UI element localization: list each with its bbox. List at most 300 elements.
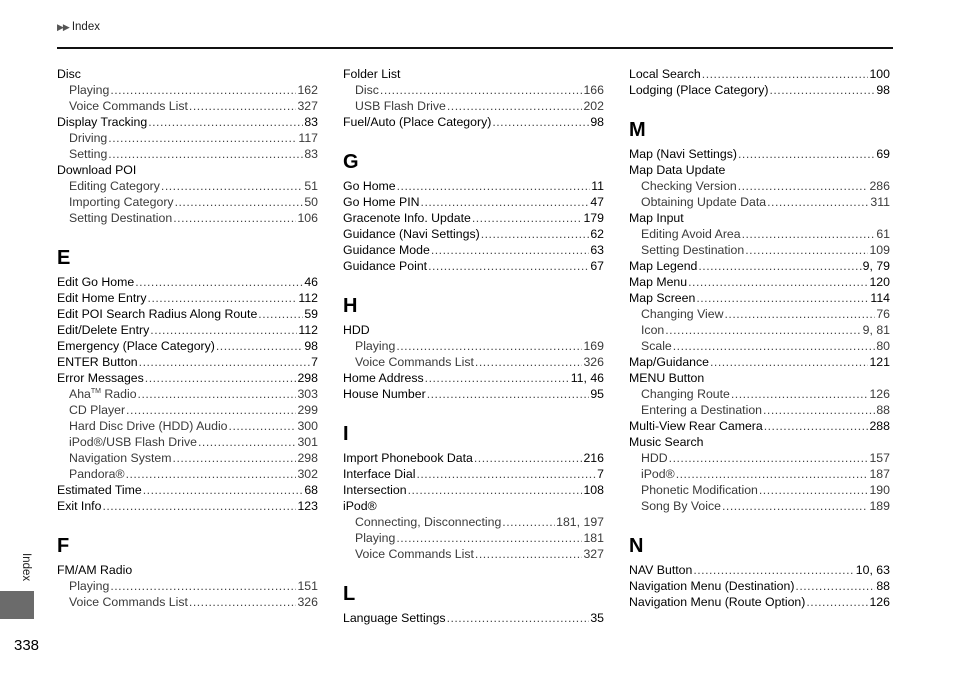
entry-label: [343, 242, 430, 258]
index-subentry[interactable]: [629, 226, 890, 242]
entry-label: [629, 434, 704, 450]
index-column-2: [343, 66, 604, 626]
index-entry[interactable]: [343, 226, 604, 242]
dot-leader: [731, 386, 869, 402]
dot-leader: [769, 82, 875, 98]
dot-leader: [725, 306, 876, 322]
entry-label-text: Editing Category: [69, 179, 160, 193]
index-subentry[interactable]: [57, 194, 318, 210]
entry-label: [629, 578, 794, 594]
dot-leader: [693, 562, 854, 578]
entry-label-text: Language Settings: [343, 611, 446, 625]
page-reference[interactable]: 59: [304, 307, 318, 321]
entry-label: [629, 210, 684, 226]
page-reference[interactable]: 326: [297, 595, 318, 609]
index-entry[interactable]: [629, 578, 890, 594]
page-reference[interactable]: 7: [597, 467, 604, 481]
page-reference[interactable]: 9, 79: [862, 259, 890, 273]
entry-label-text: Error Messages: [57, 371, 144, 385]
entry-label: [629, 146, 737, 162]
page-reference[interactable]: 303: [297, 387, 318, 401]
entry-label: [69, 434, 197, 450]
entry-label: [57, 370, 144, 386]
entry-label-text: Playing: [355, 531, 396, 545]
index-subentry[interactable]: [57, 130, 318, 146]
entry-label: [57, 338, 215, 354]
entry-label-text: Navigation Menu (Destination): [629, 579, 795, 593]
index-entry[interactable]: [629, 82, 890, 98]
page-reference[interactable]: 181: [583, 531, 604, 545]
entry-label: [343, 482, 407, 498]
dot-leader: [110, 578, 296, 594]
entry-label-text: Go Home: [343, 179, 396, 193]
index-entry[interactable]: [629, 290, 890, 306]
page-reference[interactable]: 288: [869, 419, 890, 433]
dot-leader: [767, 194, 869, 210]
index-subentry[interactable]: [57, 82, 318, 98]
dot-leader: [108, 146, 303, 162]
index-entry[interactable]: [343, 450, 604, 466]
index-entry[interactable]: [57, 338, 318, 354]
page-reference[interactable]: 189: [869, 499, 890, 513]
entry-label: [629, 594, 805, 610]
dot-leader: [150, 322, 297, 338]
entry-label: [57, 322, 149, 338]
index-subentry[interactable]: [629, 242, 890, 258]
index-entry[interactable]: [629, 66, 890, 82]
section-letter: L: [343, 583, 356, 605]
index-entry[interactable]: [57, 114, 318, 130]
page-reference[interactable]: 63: [590, 243, 604, 257]
entry-label: [69, 466, 125, 482]
dot-leader: [764, 418, 869, 434]
section-letter-heading: [629, 514, 890, 562]
index-entry: [629, 370, 890, 386]
entry-label-text: Voice Commands List: [69, 99, 188, 113]
index-entry[interactable]: [343, 370, 604, 386]
index-entry[interactable]: [629, 146, 890, 162]
index-subentry[interactable]: [57, 386, 318, 402]
dot-leader: [474, 450, 583, 466]
entry-label-text: Edit Home Entry: [57, 291, 147, 305]
entry-label: [343, 370, 424, 386]
entry-label: [343, 386, 426, 402]
entry-label: [343, 610, 446, 626]
page-reference[interactable]: 117: [298, 131, 318, 145]
page-reference[interactable]: 67: [590, 259, 604, 273]
entry-label: [57, 290, 147, 306]
index-subentry[interactable]: [57, 594, 318, 610]
index-entry[interactable]: [57, 482, 318, 498]
section-letter: I: [343, 423, 349, 445]
entry-label: [69, 82, 109, 98]
index-subentry[interactable]: [629, 322, 890, 338]
index-subentry[interactable]: [343, 98, 604, 114]
index-column-1: [57, 66, 318, 610]
page-reference[interactable]: 121: [869, 355, 890, 369]
entry-label-text: Edit Go Home: [57, 275, 135, 289]
page-reference[interactable]: 120: [869, 275, 890, 289]
page-reference[interactable]: 10, 63: [855, 563, 890, 577]
entry-label-text: Setting Destination: [641, 243, 745, 257]
dot-leader: [421, 194, 590, 210]
entry-label-text: Fuel/Auto (Place Category): [343, 115, 492, 129]
dot-leader: [428, 258, 589, 274]
page-reference[interactable]: 311: [870, 195, 890, 209]
page-reference[interactable]: 88: [876, 579, 890, 593]
entry-label-text: Connecting, Disconnecting: [355, 515, 502, 529]
page-reference[interactable]: 326: [583, 355, 604, 369]
dot-leader: [759, 482, 869, 498]
index-entry[interactable]: [629, 562, 890, 578]
index-subentry[interactable]: [343, 338, 604, 354]
page-reference[interactable]: 126: [869, 387, 890, 401]
index-subentry[interactable]: [57, 418, 318, 434]
entry-label-text: Guidance Point: [343, 259, 428, 273]
page-reference[interactable]: 106: [297, 211, 318, 225]
page-reference[interactable]: 169: [583, 339, 604, 353]
dot-leader: [738, 146, 875, 162]
index-entry[interactable]: [57, 370, 318, 386]
entry-label: [629, 66, 701, 82]
index-subentry[interactable]: [629, 482, 890, 498]
page-reference[interactable]: 109: [869, 243, 890, 257]
page-reference[interactable]: 51: [304, 179, 318, 193]
dot-leader: [396, 530, 582, 546]
index-entry: [629, 434, 890, 450]
dot-leader: [380, 82, 583, 98]
page-reference[interactable]: 112: [298, 323, 318, 337]
index-entry[interactable]: [57, 306, 318, 322]
page-reference[interactable]: 68: [304, 483, 318, 497]
index-subentry[interactable]: [57, 146, 318, 162]
index-subentry[interactable]: [343, 546, 604, 562]
page-reference[interactable]: 126: [869, 595, 890, 609]
page-reference[interactable]: 302: [297, 467, 318, 481]
section-letter-heading: [343, 274, 604, 322]
entry-label: [343, 210, 471, 226]
page-reference[interactable]: 98: [590, 115, 604, 129]
dot-leader: [148, 114, 303, 130]
entry-label: [343, 114, 491, 130]
page-reference[interactable]: 327: [583, 547, 604, 561]
entry-label-text: Voice Commands List: [355, 547, 474, 561]
entry-label-text: ENTER Button: [57, 355, 138, 369]
page-reference[interactable]: 166: [583, 83, 604, 97]
index-entry[interactable]: [629, 354, 890, 370]
page-reference[interactable]: 47: [590, 195, 604, 209]
dot-leader: [806, 594, 868, 610]
index-subentry[interactable]: [629, 338, 890, 354]
index-entry[interactable]: [629, 418, 890, 434]
entry-label-text: Edit/Delete Entry: [57, 323, 150, 337]
dot-leader: [665, 322, 861, 338]
page-reference[interactable]: 179: [583, 211, 604, 225]
entry-label-text: HDD: [343, 323, 370, 337]
page-reference[interactable]: 300: [297, 419, 318, 433]
index-entry: [343, 498, 604, 514]
entry-label: [629, 562, 692, 578]
index-entry: [629, 162, 890, 178]
page-reference[interactable]: 83: [304, 147, 318, 161]
index-entry[interactable]: [343, 242, 604, 258]
dot-leader: [431, 242, 589, 258]
page-reference[interactable]: 50: [304, 195, 318, 209]
page-reference[interactable]: 114: [870, 291, 890, 305]
entry-label: [57, 274, 134, 290]
index-subentry[interactable]: [57, 578, 318, 594]
entry-label: [355, 514, 501, 530]
dot-leader: [396, 338, 582, 354]
page-reference[interactable]: 108: [583, 483, 604, 497]
entry-label-text: Hard Disc Drive (HDD) Audio: [69, 419, 228, 433]
index-subentry[interactable]: [57, 450, 318, 466]
entry-label: [69, 450, 172, 466]
index-entry[interactable]: [629, 258, 890, 274]
entry-label: [69, 210, 172, 226]
index-entry[interactable]: [343, 178, 604, 194]
page-reference[interactable]: 61: [876, 227, 890, 241]
dot-leader: [175, 194, 304, 210]
index-entry[interactable]: [343, 114, 604, 130]
index-entry: [57, 162, 318, 178]
index-entry[interactable]: [629, 594, 890, 610]
entry-label: [641, 402, 762, 418]
index-entry: [343, 322, 604, 338]
entry-label-text: Voice Commands List: [69, 595, 188, 609]
dot-leader: [481, 226, 590, 242]
section-letter: N: [629, 535, 644, 557]
entry-label-text: CD Player: [69, 403, 126, 417]
entry-label-text: Icon: [641, 323, 665, 337]
entry-label-text: Edit POI Search Radius Along Route: [57, 307, 258, 321]
dot-leader: [475, 546, 583, 562]
page-reference[interactable]: 299: [297, 403, 318, 417]
section-letter-heading: [343, 562, 604, 610]
dot-leader: [416, 466, 596, 482]
dot-leader: [148, 290, 298, 306]
breadcrumb-label[interactable]: Index: [71, 21, 100, 33]
entry-label-text: Map/Guidance: [629, 355, 709, 369]
entry-label: [343, 226, 480, 242]
dot-leader: [763, 402, 875, 418]
page-reference[interactable]: 123: [297, 499, 318, 513]
index-subentry[interactable]: [57, 402, 318, 418]
dot-leader: [702, 66, 869, 82]
dot-leader: [216, 338, 303, 354]
entry-label: [343, 194, 420, 210]
index-entry[interactable]: [343, 466, 604, 482]
index-subentry[interactable]: [629, 450, 890, 466]
entry-label-text: Phonetic Modification: [641, 483, 758, 497]
page-reference[interactable]: 7: [311, 355, 318, 369]
page-reference[interactable]: 76: [876, 307, 890, 321]
entry-label-text: HDD: [641, 451, 668, 465]
entry-label-text: Obtaining Update Data: [641, 195, 767, 209]
entry-label: [57, 482, 142, 498]
side-tab-label: Index: [20, 553, 32, 582]
page-reference[interactable]: 62: [590, 227, 604, 241]
page-reference[interactable]: 157: [869, 451, 890, 465]
page-reference[interactable]: 100: [869, 67, 890, 81]
dot-leader: [173, 210, 296, 226]
dot-leader: [102, 498, 296, 514]
page-reference[interactable]: 83: [304, 115, 318, 129]
page-reference[interactable]: 151: [297, 579, 318, 593]
page-reference[interactable]: 88: [876, 403, 890, 417]
page-reference[interactable]: 298: [297, 371, 318, 385]
index-subentry[interactable]: [57, 466, 318, 482]
dot-leader: [447, 98, 583, 114]
page-reference[interactable]: 286: [869, 179, 890, 193]
entry-label-text: Map Legend: [629, 259, 698, 273]
dot-leader: [669, 450, 869, 466]
dot-leader: [229, 418, 297, 434]
index-subentry[interactable]: [629, 306, 890, 322]
page-reference[interactable]: 95: [590, 387, 604, 401]
entry-label-text: Go Home PIN: [343, 195, 420, 209]
index-subentry[interactable]: [343, 82, 604, 98]
entry-label-text: Setting: [69, 147, 108, 161]
entry-label-text: Importing Category: [69, 195, 174, 209]
dot-leader: [475, 354, 583, 370]
index-entry[interactable]: [343, 610, 604, 626]
index-entry[interactable]: [57, 498, 318, 514]
index-entry[interactable]: [343, 194, 604, 210]
side-tab-marker[interactable]: [0, 591, 34, 619]
index-entry[interactable]: [343, 482, 604, 498]
entry-label-text: Folder List: [343, 67, 401, 81]
entry-label: [343, 66, 400, 82]
index-entry: [343, 66, 604, 82]
page-reference[interactable]: 327: [297, 99, 318, 113]
index-entry: [629, 210, 890, 226]
index-subentry[interactable]: [57, 98, 318, 114]
page-reference[interactable]: 190: [869, 483, 890, 497]
entry-label-text: Driving: [69, 131, 108, 145]
index-subentry[interactable]: [57, 434, 318, 450]
entry-label-text: MENU Button: [629, 371, 705, 385]
entry-label: [641, 194, 766, 210]
page-reference[interactable]: 187: [869, 467, 890, 481]
entry-label: [343, 498, 377, 514]
entry-label-text: Entering a Destination: [641, 403, 762, 417]
index-entry[interactable]: [57, 290, 318, 306]
section-letter-heading: [343, 402, 604, 450]
entry-label-text: Scale: [641, 339, 672, 353]
page-reference[interactable]: 9, 81: [862, 323, 890, 337]
index-entry[interactable]: [57, 322, 318, 338]
dot-leader: [126, 466, 297, 482]
entry-label-text: Checking Version: [641, 179, 737, 193]
entry-label: [355, 98, 446, 114]
entry-label-text: Changing Route: [641, 387, 730, 401]
index-subentry[interactable]: [343, 354, 604, 370]
index-entry[interactable]: [57, 274, 318, 290]
index-subentry[interactable]: [629, 402, 890, 418]
entry-label: [641, 338, 672, 354]
page-reference[interactable]: 216: [583, 451, 604, 465]
entry-label: [641, 466, 675, 482]
index-subentry[interactable]: [629, 498, 890, 514]
entry-label: [629, 274, 687, 290]
dot-leader: [108, 130, 297, 146]
entry-label-text: Exit Info: [57, 499, 102, 513]
entry-label: [343, 322, 370, 338]
entry-label-text: Map Data Update: [629, 163, 726, 177]
index-subentry[interactable]: [629, 386, 890, 402]
dot-leader: [427, 386, 590, 402]
page-reference[interactable]: 298: [297, 451, 318, 465]
index-subentry[interactable]: [629, 466, 890, 482]
page-reference[interactable]: 98: [876, 83, 890, 97]
index-entry[interactable]: [57, 354, 318, 370]
page-reference[interactable]: 181, 197: [556, 515, 604, 529]
entry-label: [57, 66, 81, 82]
entry-label: [641, 482, 758, 498]
page-reference[interactable]: 46: [304, 275, 318, 289]
section-letter-heading: [57, 226, 318, 274]
entry-label: [69, 594, 188, 610]
entry-label: [629, 370, 704, 386]
index-entry[interactable]: [343, 258, 604, 274]
page-reference[interactable]: 162: [297, 83, 318, 97]
section-letter: H: [343, 295, 358, 317]
index-subentry[interactable]: [57, 178, 318, 194]
index-subentry[interactable]: [343, 514, 604, 530]
page-reference[interactable]: 11: [591, 179, 604, 193]
dot-leader: [145, 370, 297, 386]
dot-leader: [110, 82, 296, 98]
entry-label-text: Estimated Time: [57, 483, 142, 497]
index-subentry[interactable]: [629, 194, 890, 210]
entry-label-text: Intersection: [343, 483, 407, 497]
page-reference[interactable]: 11, 46: [570, 371, 604, 385]
index-entry[interactable]: [343, 386, 604, 402]
entry-label: [629, 418, 763, 434]
entry-label-text: Playing: [69, 83, 110, 97]
page-reference[interactable]: 301: [297, 435, 318, 449]
page-reference[interactable]: 98: [304, 339, 318, 353]
page-reference[interactable]: 35: [590, 611, 604, 625]
index-entry[interactable]: [629, 274, 890, 290]
dot-leader: [173, 450, 297, 466]
entry-label: [641, 322, 664, 338]
index-subentry[interactable]: [57, 210, 318, 226]
page-reference[interactable]: 69: [876, 147, 890, 161]
entry-label: [57, 114, 147, 130]
entry-label: [629, 290, 695, 306]
index-subentry[interactable]: [343, 530, 604, 546]
entry-label: [641, 498, 721, 514]
index-subentry[interactable]: [629, 178, 890, 194]
page-reference[interactable]: 202: [583, 99, 604, 113]
double-triangle-arrow-icon: ▶▶: [57, 21, 69, 32]
index-entry: [57, 66, 318, 82]
index-column-3: [629, 66, 890, 610]
entry-label: [629, 258, 697, 274]
entry-label: [641, 178, 737, 194]
page-reference[interactable]: 80: [876, 339, 890, 353]
entry-label: [641, 226, 741, 242]
dot-leader: [710, 354, 868, 370]
entry-label-text: iPod®/USB Flash Drive: [69, 435, 197, 449]
entry-label-text: Interface Dial: [343, 467, 416, 481]
dot-leader: [135, 274, 303, 290]
page-reference[interactable]: 112: [298, 291, 318, 305]
entry-label-text: iPod®: [641, 467, 675, 481]
index-entry[interactable]: [343, 210, 604, 226]
